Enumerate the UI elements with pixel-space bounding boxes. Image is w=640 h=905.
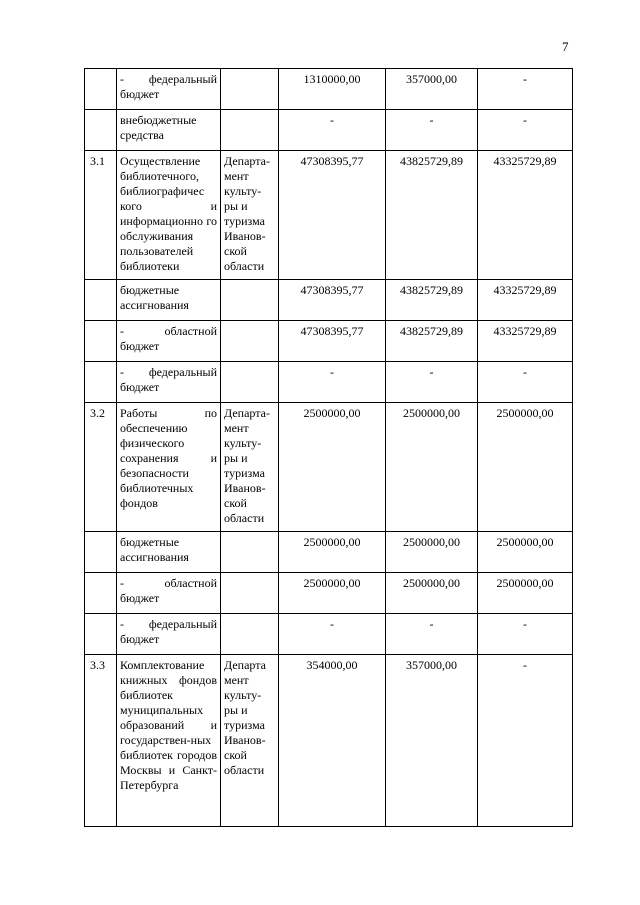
table-row <box>85 69 573 110</box>
row-name: - областной бюджет <box>117 321 221 362</box>
row-dept <box>221 573 279 614</box>
row-value-1: 2500000,00 <box>279 403 386 532</box>
table-row <box>85 655 573 827</box>
row-value-1: 2500000,00 <box>279 573 386 614</box>
row-number <box>85 614 117 655</box>
row-value-3: 2500000,00 <box>478 573 573 614</box>
row-value-2: - <box>386 614 478 655</box>
row-dept <box>221 280 279 321</box>
row-value-2: 357000,00 <box>386 655 478 827</box>
row-value-1: 47308395,77 <box>279 321 386 362</box>
row-name: Осуществление библиотечного, библиографичес кого и информационно го обслуживания пользователей библиотеки <box>117 151 221 280</box>
budget-table <box>84 68 573 827</box>
row-number: 3.1 <box>85 151 117 280</box>
row-value-3: 43325729,89 <box>478 280 573 321</box>
row-value-3: 2500000,00 <box>478 403 573 532</box>
table-row <box>85 362 573 403</box>
row-name: - федеральный бюджет <box>117 614 221 655</box>
row-dept <box>221 614 279 655</box>
row-number <box>85 321 117 362</box>
row-value-1: - <box>279 110 386 151</box>
row-value-3: - <box>478 362 573 403</box>
row-dept <box>221 110 279 151</box>
row-value-2: - <box>386 362 478 403</box>
table-row <box>85 573 573 614</box>
row-number <box>85 69 117 110</box>
row-name: бюджетные ассигнования <box>117 532 221 573</box>
row-value-1: - <box>279 614 386 655</box>
row-dept <box>221 532 279 573</box>
row-value-2: 2500000,00 <box>386 403 478 532</box>
row-number: 3.3 <box>85 655 117 827</box>
table-row <box>85 110 573 151</box>
row-name: - областной бюджет <box>117 573 221 614</box>
table-row <box>85 614 573 655</box>
row-value-3: 2500000,00 <box>478 532 573 573</box>
row-dept: Департа мент культу- ры и туризма Иванов- ской области <box>221 655 279 827</box>
row-value-3: - <box>478 69 573 110</box>
row-value-3: 43325729,89 <box>478 151 573 280</box>
row-number <box>85 110 117 151</box>
row-name: Работы по обеспечению физического сохранения и безопасности библиотечных фондов <box>117 403 221 532</box>
row-name: - федеральный бюджет <box>117 362 221 403</box>
table-row <box>85 280 573 321</box>
table-row <box>85 321 573 362</box>
row-value-2: 43825729,89 <box>386 280 478 321</box>
row-dept: Департа- мент культу- ры и туризма Иванов- ской области <box>221 151 279 280</box>
row-value-1: 1310000,00 <box>279 69 386 110</box>
row-value-2: 43825729,89 <box>386 321 478 362</box>
page-number: 7 <box>562 39 569 54</box>
row-name: внебюджетные средства <box>117 110 221 151</box>
row-value-2: 2500000,00 <box>386 573 478 614</box>
row-dept <box>221 362 279 403</box>
row-name: бюджетные ассигнования <box>117 280 221 321</box>
row-number <box>85 362 117 403</box>
row-dept <box>221 321 279 362</box>
table-row <box>85 403 573 532</box>
row-value-1: - <box>279 362 386 403</box>
row-dept: Департа- мент культу- ры и туризма Иванов- ской области <box>221 403 279 532</box>
row-number: 3.2 <box>85 403 117 532</box>
row-number <box>85 280 117 321</box>
row-name: - федеральный бюджет <box>117 69 221 110</box>
row-value-2: 357000,00 <box>386 69 478 110</box>
row-value-3: 43325729,89 <box>478 321 573 362</box>
row-value-3: - <box>478 655 573 827</box>
row-value-2: 43825729,89 <box>386 151 478 280</box>
row-value-2: 2500000,00 <box>386 532 478 573</box>
row-value-2: - <box>386 110 478 151</box>
row-dept <box>221 69 279 110</box>
row-value-1: 2500000,00 <box>279 532 386 573</box>
table-row <box>85 532 573 573</box>
table-row <box>85 151 573 280</box>
row-number <box>85 573 117 614</box>
row-number <box>85 532 117 573</box>
row-value-3: - <box>478 614 573 655</box>
row-value-1: 47308395,77 <box>279 280 386 321</box>
row-value-1: 354000,00 <box>279 655 386 827</box>
row-value-1: 47308395,77 <box>279 151 386 280</box>
row-name: Комплектование книжных фондов библиотек муниципальных образований и государствен-ных библиотек городов Москвы и Санкт-Петербурга <box>117 655 221 827</box>
row-value-3: - <box>478 110 573 151</box>
